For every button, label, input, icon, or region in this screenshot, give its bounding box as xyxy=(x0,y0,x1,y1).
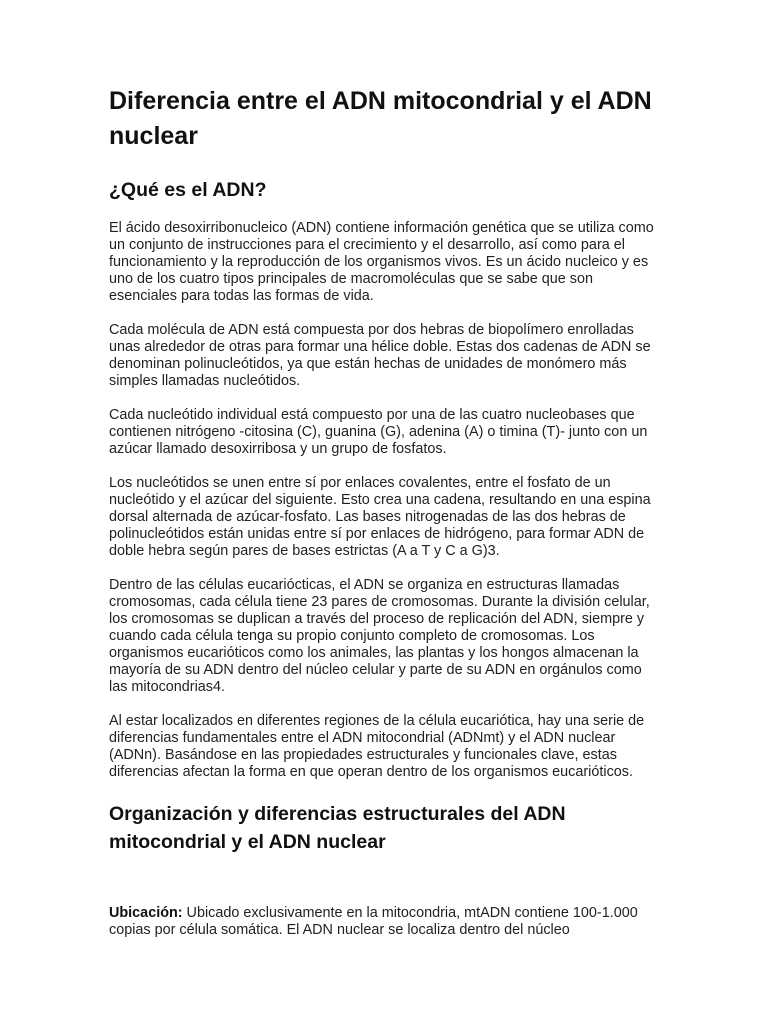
document-content xyxy=(109,84,661,939)
subheading-que-es-adn: ¿Qué es el ADN? xyxy=(109,179,267,201)
section-heading-organizacion: Organización y diferencias estructurales del ADN mitocondrial y el ADN nuclear xyxy=(109,803,566,853)
paragraph-3: Cada nucleótido individual está compuesto por una de las cuatro nucleobases que contienen nitrógeno -citosina (C), guanina (G), adenina (A) o timina (T)- junto con un azúcar llamado desoxirribosa y un grupo de fosfatos. xyxy=(109,407,648,457)
location-label: Ubicación: xyxy=(109,905,183,921)
paragraph-1: El ácido desoxirribonucleico (ADN) contiene información genética que se utiliza como un conjunto de instrucciones para el crecimiento y el desarrollo, así como para el funcionamiento y la reproducción de los organismos vivos. Es un ácido nucleico y es uno de los cuatro tipos principales de macromoléculas que se sabe que son esenciales para todas las formas de vida. xyxy=(109,220,654,304)
paragraph-5: Dentro de las células eucariócticas, el ADN se organiza en estructuras llamadas cromosomas, cada célula tiene 23 pares de cromosomas. Durante la división celular, los cromosomas se duplican a través del proceso de replicación del ADN, siempre y cuando cada célula tenga su propio conjunto completo de cromosomas. Los organismos eucarióticos como los animales, las plantas y los hongos almacenan la mayoría de su ADN dentro del núcleo celular y parte de su ADN en orgánulos como las mitocondrias4. xyxy=(109,577,650,695)
document-title: Diferencia entre el ADN mitocondrial y el ADN nuclear xyxy=(109,87,652,150)
paragraph-6: Al estar localizados en diferentes regiones de la célula eucariótica, hay una serie de diferencias fundamentales entre el ADN mitocondrial (ADNmt) y el ADN nuclear (ADNn). Basándose en las propiedades estructurales y funcionales clave, estas diferencias afectan la forma en que operan dentro de los organismos eucarióticos. xyxy=(109,713,645,780)
paragraph-4: Los nucleótidos se unen entre sí por enlaces covalentes, entre el fosfato de un nucleótido y el azúcar del siguiente. Esto crea una cadena, resultando en una espina dorsal alternada de azúcar-fosfato. Las bases nitrogenadas de las dos hebras de polinucleótidos están unidas entre sí por enlaces de hidrógeno, para formar ADN de doble hebra según pares de bases estrictas (A a T y C a G)3. xyxy=(109,475,651,559)
location-paragraph xyxy=(109,905,661,939)
paragraph-2: Cada molécula de ADN está compuesta por dos hebras de biopolímero enrolladas unas alrededor de otras para formar una hélice doble. Estas dos cadenas de ADN se denominan polinucleótidos, ya que están hechas de unidades de monómero más simples llamadas nucleótidos. xyxy=(109,322,651,389)
location-text: Ubicado exclusivamente en la mitocondria, mtADN contiene 100-1.000 copias por célula somática. El ADN nuclear se localiza dentro del núcleo xyxy=(109,905,638,938)
